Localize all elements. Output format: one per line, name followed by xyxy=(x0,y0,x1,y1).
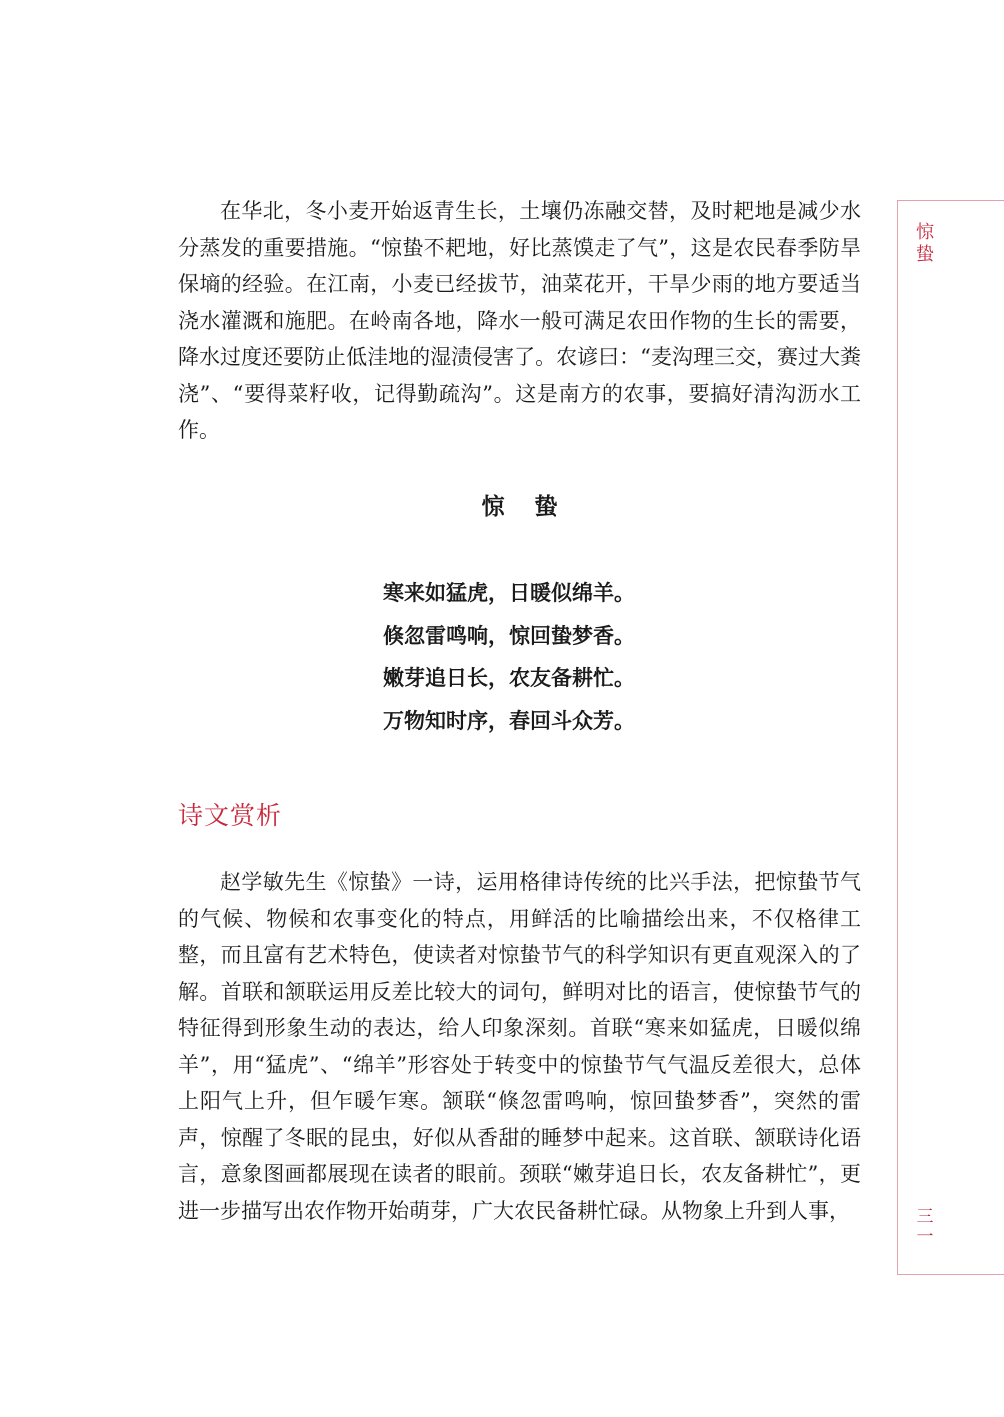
page-number xyxy=(914,1207,936,1247)
side-tab-title-char: 蛰 xyxy=(916,244,934,265)
side-tab-title-char: 惊 xyxy=(916,222,934,243)
page-number-char: 三 xyxy=(916,1207,934,1227)
poem-line: 嫩芽追日长，农友备耕忙。 xyxy=(383,665,635,690)
body-paragraph-2: 赵学敏先生《惊蛰》一诗，运用格律诗传统的比兴手法，把惊蛰节气的气候、物候和农事变化的特点，用鲜活的比喻描绘出来，不仅格律工整，而且富有艺术特色，使读者对惊蛰节气的科学知识有更直观深入的了解。首联和颔联运用反差比较大的词句，鲜明对比的语言，使惊蛰节气的特征得到形象生动的表达，给人印象深刻。首联“寒来如猛虎，日暖似绵羊”，用“猛虎”、“绵羊”形容处于转变中的惊蛰节气气温反差很大，总体上阳气上升，但乍暖乍寒。颔联“倏忽雷鸣响，惊回蛰梦香”，突然的雷声，惊醒了冬眠的昆虫，好似从香甜的睡梦中起来。这首联、颔联诗化语言，意象图画都展现在读者的眼前。颈联“嫩芽追日长，农友备耕忙”，更进一步描写出农作物开始萌芽，广大农民备耕忙碌。从物象上升到人事， xyxy=(178,870,861,1223)
poem-title: 惊蛰 xyxy=(481,493,588,520)
poem-line: 倏忽雷鸣响，惊回蛰梦香。 xyxy=(383,622,635,648)
poem-line: 寒来如猛虎，日暖似绵羊。 xyxy=(383,580,635,605)
poem-line: 万物知时序，春回斗众芳。 xyxy=(383,707,635,733)
side-tab-title xyxy=(914,222,936,266)
chapter-side-tab xyxy=(897,200,1004,1275)
page-number-char: 一 xyxy=(916,1227,934,1247)
section-heading: 诗文赏析 xyxy=(178,801,283,830)
body-paragraph-1: 在华北，冬小麦开始返青生长，土壤仍冻融交替，及时耙地是减少水分蒸发的重要措施。“惊蛰不耙地，好比蒸馍走了气”，这是农民春季防旱保墒的经验。在江南，小麦已经拔节，油菜花开，干旱少雨的地方要适当浇水灌溉和施肥。在岭南各地，降水一般可满足农田作物的生长的需要，降水过度还要防止低洼地的湿渍侵害了。农谚曰：“麦沟理三交，赛过大粪浇”、“要得菜籽收，记得勤疏沟”。这是南方的农事，要搞好清沟沥水工作。 xyxy=(178,199,861,442)
poem-lines xyxy=(383,572,635,742)
